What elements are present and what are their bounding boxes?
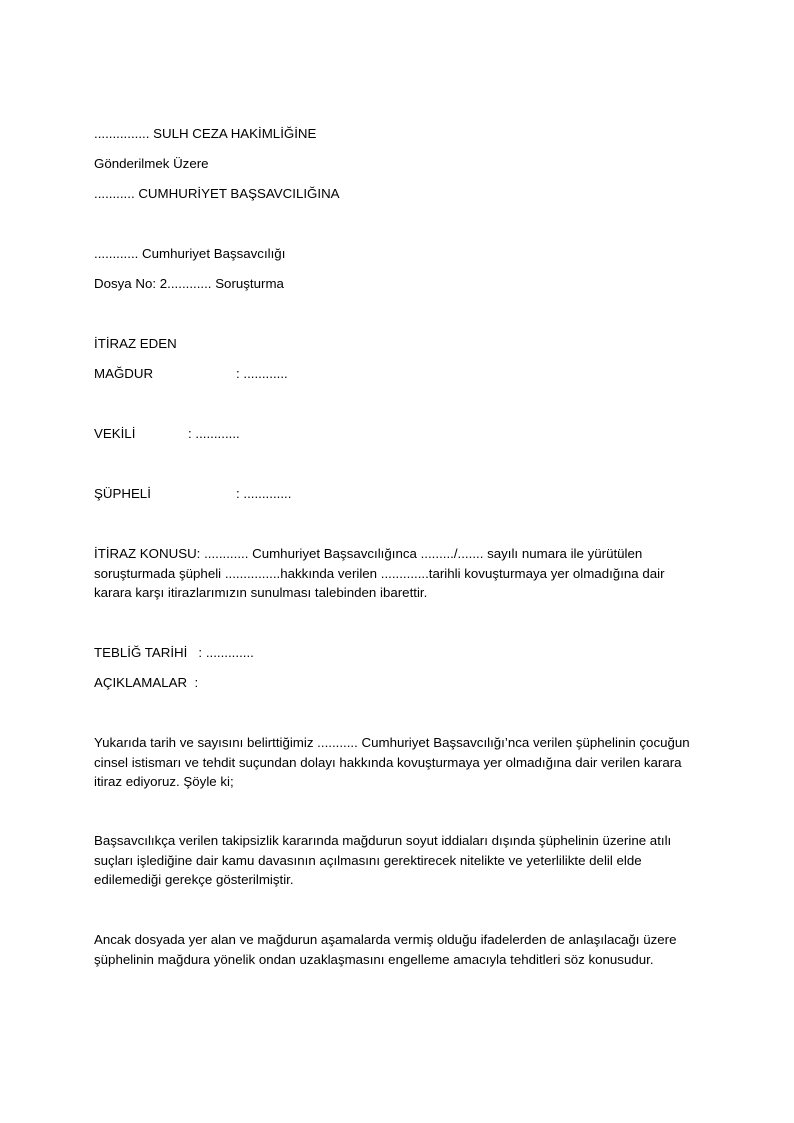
paragraph-line: Başsavcılıkça verilen takipsizlik kararında mağdurun soyut iddiaları dışında şüphelinin üzerine atılı: [94, 833, 672, 848]
prosecutor-addressee: ........... CUMHURİYET BAŞSAVCILIĞINA: [94, 186, 340, 201]
file-number: Dosya No: 2............ Soruşturma: [94, 276, 284, 291]
sent-note: Gönderilmek Üzere: [94, 156, 209, 171]
objection-subject: [94, 544, 714, 603]
attorney-value: : ............: [188, 426, 240, 441]
subject-line: İTİRAZ KONUSU: ............ Cumhuriyet Başsavcılığınca ........./....... sayılı numara ile yürütülen: [94, 546, 643, 561]
objector-heading: İTİRAZ EDEN: [94, 336, 177, 351]
suspect-value: : .............: [236, 486, 292, 501]
suspect-label: ŞÜPHELİ: [94, 486, 151, 501]
paragraph-line: şüphelinin mağdura yönelik ondan uzaklaşmasını engelleme amacıyla tehditleri söz konusudur.: [94, 951, 654, 967]
paragraph-line: edilemediği gerekçe gösterilmiştir.: [94, 872, 294, 887]
notification-date: TEBLİĞ TARİHİ : .............: [94, 645, 254, 660]
paragraph-3: [94, 930, 714, 969]
paragraph-line: Yukarıda tarih ve sayısını belirttiğimiz ........... Cumhuriyet Başsavcılığı’nca verilen şüphelinin çocuğun: [94, 735, 690, 750]
attorney-label: VEKİLİ: [94, 426, 136, 441]
paragraph-line: Ancak dosyada yer alan ve mağdurun aşamalarda vermiş olduğu ifadelerden de anlaşılacağı üzere: [94, 932, 677, 947]
paragraph-line: suçları işlediğine dair kamu davasının açılmasını gerektirecek nitelikte ve yeterlilikte delil elde: [94, 852, 642, 868]
subject-line: karara karşı itirazlarımızın sunulması talebinden ibarettir.: [94, 585, 428, 600]
subject-line: soruşturmada şüpheli ...............hakkında verilen .............tarihli kovuşturmaya yer olmadığına dair: [94, 565, 665, 581]
paragraph-2: [94, 831, 714, 890]
paragraph-line: itiraz ediyoruz. Şöyle ki;: [94, 774, 234, 789]
victim-value: : ............: [236, 366, 288, 381]
paragraph-line: cinsel istismarı ve tehdit suçundan dolayı hakkında kovuşturmaya yer olmadığına dair verilen karara: [94, 754, 682, 770]
paragraph-1: [94, 733, 714, 792]
victim-label: MAĞDUR: [94, 366, 154, 381]
prosecutor-office: ............ Cumhuriyet Başsavcılığı: [94, 246, 286, 261]
explanations-heading: AÇIKLAMALAR :: [94, 675, 199, 690]
court-addressee: ............... SULH CEZA HAKİMLİĞİNE: [94, 126, 317, 141]
